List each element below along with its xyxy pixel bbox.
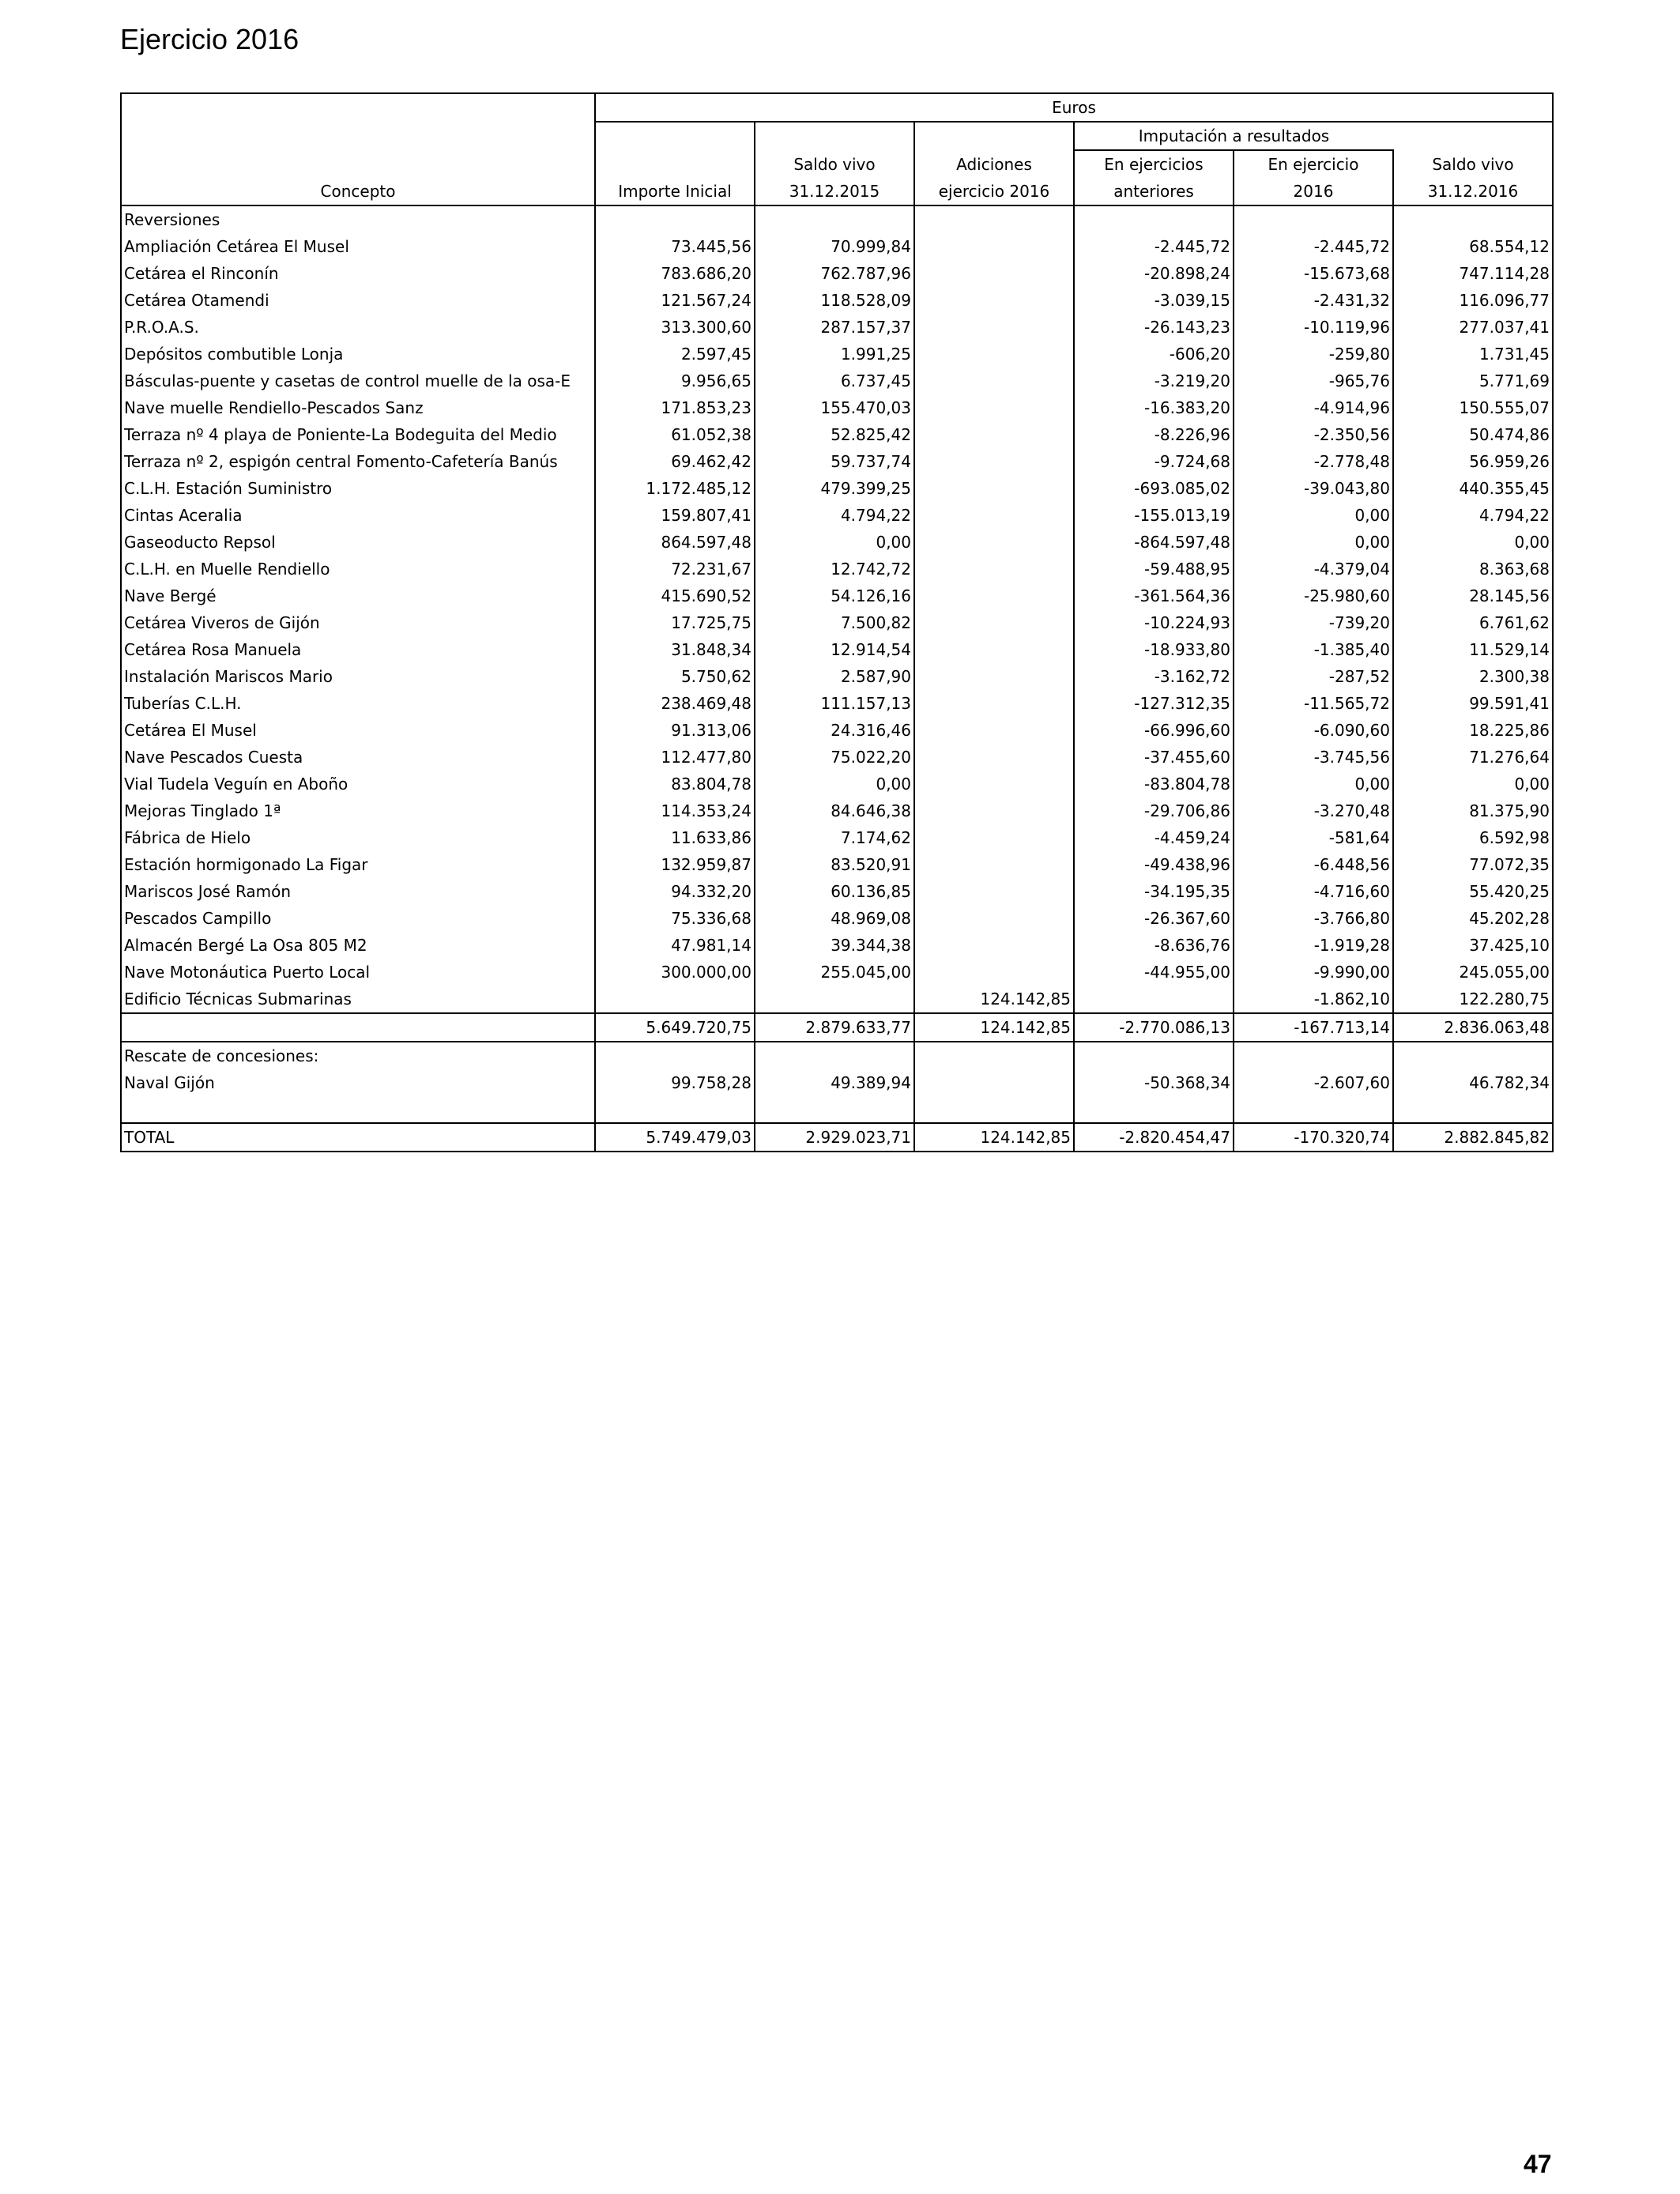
row-value: -2.770.086,13 <box>1074 1013 1234 1042</box>
row-value: 4.794,22 <box>1393 502 1553 529</box>
row-value: -26.367,60 <box>1074 905 1234 932</box>
row-value: -6.448,56 <box>1234 851 1393 878</box>
table-row <box>121 314 1553 341</box>
row-value <box>914 959 1074 986</box>
table-row <box>121 260 1553 287</box>
row-label: Estación hormigonado La Figar <box>121 851 595 878</box>
table-row <box>121 690 1553 717</box>
row-value: 118.528,09 <box>755 287 914 314</box>
row-value: 5.649.720,75 <box>595 1013 755 1042</box>
row-label: Tuberías C.L.H. <box>121 690 595 717</box>
row-value <box>914 797 1074 824</box>
column-header-saldo-2016-line1: Saldo vivo <box>1393 150 1553 178</box>
row-value: 99.758,28 <box>595 1069 755 1096</box>
row-value: 171.853,23 <box>595 394 755 421</box>
row-value: -18.933,80 <box>1074 636 1234 663</box>
row-value: -26.143,23 <box>1074 314 1234 341</box>
row-value <box>914 878 1074 905</box>
table-row <box>121 582 1553 609</box>
row-value: 747.114,28 <box>1393 260 1553 287</box>
row-value: 7.500,82 <box>755 609 914 636</box>
row-value <box>914 636 1074 663</box>
row-value <box>914 502 1074 529</box>
row-value: -167.713,14 <box>1234 1013 1393 1042</box>
row-value <box>595 1096 755 1123</box>
row-value: -9.990,00 <box>1234 959 1393 986</box>
row-value: -287,52 <box>1234 663 1393 690</box>
row-value: 17.725,75 <box>595 609 755 636</box>
row-value: -2.350,56 <box>1234 421 1393 448</box>
row-value: 0,00 <box>1234 771 1393 797</box>
row-value: 0,00 <box>1393 529 1553 556</box>
row-value: 91.313,06 <box>595 717 755 744</box>
row-value: -6.090,60 <box>1234 717 1393 744</box>
row-label: Mariscos José Ramón <box>121 878 595 905</box>
row-value: -606,20 <box>1074 341 1234 368</box>
row-label: Nave muelle Rendiello-Pescados Sanz <box>121 394 595 421</box>
table-row <box>121 529 1553 556</box>
row-value: 155.470,03 <box>755 394 914 421</box>
row-value: 71.276,64 <box>1393 744 1553 771</box>
table-row <box>121 341 1553 368</box>
row-value: 68.554,12 <box>1393 233 1553 260</box>
row-value <box>914 368 1074 394</box>
row-label: Nave Pescados Cuesta <box>121 744 595 771</box>
section-label-reversiones: Reversiones <box>121 205 595 233</box>
row-value: -361.564,36 <box>1074 582 1234 609</box>
row-value: 75.022,20 <box>755 744 914 771</box>
row-value: -581,64 <box>1234 824 1393 851</box>
row-value <box>914 663 1074 690</box>
row-value: 2.879.633,77 <box>755 1013 914 1042</box>
row-value: -44.955,00 <box>1074 959 1234 986</box>
row-value: -693.085,02 <box>1074 475 1234 502</box>
row-value <box>1074 1042 1234 1069</box>
row-value: -11.565,72 <box>1234 690 1393 717</box>
row-label: P.R.O.A.S. <box>121 314 595 341</box>
row-value: 864.597,48 <box>595 529 755 556</box>
column-header-importe-inicial: Importe Inicial <box>595 178 755 205</box>
row-value: 300.000,00 <box>595 959 755 986</box>
group-header-euros: Euros <box>595 93 1553 122</box>
row-value: -965,76 <box>1234 368 1393 394</box>
row-label: Cetárea Otamendi <box>121 287 595 314</box>
row-value: 7.174,62 <box>755 824 914 851</box>
row-value: -3.039,15 <box>1074 287 1234 314</box>
row-label: TOTAL <box>121 1123 595 1152</box>
row-value <box>914 771 1074 797</box>
row-value <box>914 824 1074 851</box>
row-value: 6.592,98 <box>1393 824 1553 851</box>
row-value: 112.477,80 <box>595 744 755 771</box>
table-row <box>121 851 1553 878</box>
row-value <box>1074 1096 1234 1123</box>
row-value <box>914 529 1074 556</box>
table-row <box>121 233 1553 260</box>
row-value: 762.787,96 <box>755 260 914 287</box>
row-label: Cetárea Rosa Manuela <box>121 636 595 663</box>
row-value: 124.142,85 <box>914 986 1074 1013</box>
table-row <box>121 475 1553 502</box>
table-row <box>121 905 1553 932</box>
row-value <box>914 690 1074 717</box>
row-value: 12.914,54 <box>755 636 914 663</box>
row-value: 132.959,87 <box>595 851 755 878</box>
row-value: -39.043,80 <box>1234 475 1393 502</box>
row-value: -66.996,60 <box>1074 717 1234 744</box>
row-value: 415.690,52 <box>595 582 755 609</box>
row-value: 49.389,94 <box>755 1069 914 1096</box>
row-label: Nave Bergé <box>121 582 595 609</box>
row-value <box>914 1096 1074 1123</box>
row-label: Fábrica de Hielo <box>121 824 595 851</box>
row-label: Cetárea Viveros de Gijón <box>121 609 595 636</box>
row-value: 46.782,34 <box>1393 1069 1553 1096</box>
row-value <box>914 341 1074 368</box>
row-value <box>914 287 1074 314</box>
row-value: 81.375,90 <box>1393 797 1553 824</box>
table-row <box>121 824 1553 851</box>
row-value <box>595 986 755 1013</box>
table-row <box>121 502 1553 529</box>
row-value <box>914 717 1074 744</box>
row-value: 59.737,74 <box>755 448 914 475</box>
column-header-concepto: Concepto <box>121 93 595 205</box>
row-value <box>914 609 1074 636</box>
row-label: Gaseoducto Repsol <box>121 529 595 556</box>
row-value: 8.363,68 <box>1393 556 1553 582</box>
row-label: Vial Tudela Veguín en Aboño <box>121 771 595 797</box>
row-value: 18.225,86 <box>1393 717 1553 744</box>
row-value: -170.320,74 <box>1234 1123 1393 1152</box>
row-value <box>914 448 1074 475</box>
row-value: -155.013,19 <box>1074 502 1234 529</box>
table-row <box>121 717 1553 744</box>
row-value <box>914 582 1074 609</box>
row-label: Terraza nº 2, espigón central Fomento-Cafetería Banús <box>121 448 595 475</box>
row-value: 2.836.063,48 <box>1393 1013 1553 1042</box>
row-label: Depósitos combutible Lonja <box>121 341 595 368</box>
column-header-saldo-2015-line2: 31.12.2015 <box>755 178 914 205</box>
row-value: 11.529,14 <box>1393 636 1553 663</box>
table-row <box>121 771 1553 797</box>
row-label: Mejoras Tinglado 1ª <box>121 797 595 824</box>
row-value: 0,00 <box>1234 502 1393 529</box>
row-value: -2.778,48 <box>1234 448 1393 475</box>
table-row <box>121 797 1553 824</box>
row-value: -9.724,68 <box>1074 448 1234 475</box>
table-row <box>121 1069 1553 1096</box>
row-value <box>1074 986 1234 1013</box>
row-value: 440.355,45 <box>1393 475 1553 502</box>
row-value: -1.919,28 <box>1234 932 1393 959</box>
row-value: 12.742,72 <box>755 556 914 582</box>
row-value: -3.270,48 <box>1234 797 1393 824</box>
row-label: Rescate de concesiones: <box>121 1042 595 1069</box>
row-value: 2.300,38 <box>1393 663 1553 690</box>
row-value: -4.379,04 <box>1234 556 1393 582</box>
table-row <box>121 636 1553 663</box>
row-value: 2.587,90 <box>755 663 914 690</box>
row-value <box>914 905 1074 932</box>
row-value: -3.766,80 <box>1234 905 1393 932</box>
row-value: 9.956,65 <box>595 368 755 394</box>
row-value <box>914 556 1074 582</box>
row-label: C.L.H. Estación Suministro <box>121 475 595 502</box>
row-value: -739,20 <box>1234 609 1393 636</box>
row-value: -864.597,48 <box>1074 529 1234 556</box>
row-value: -4.459,24 <box>1074 824 1234 851</box>
row-value: -4.914,96 <box>1234 394 1393 421</box>
row-value: -59.488,95 <box>1074 556 1234 582</box>
table-row <box>121 556 1553 582</box>
table-row <box>121 878 1553 905</box>
row-label <box>121 1013 595 1042</box>
table-row <box>121 448 1553 475</box>
row-value: -2.431,32 <box>1234 287 1393 314</box>
row-value <box>755 1096 914 1123</box>
row-value: 6.761,62 <box>1393 609 1553 636</box>
column-header-ej-anteriores-line2: anteriores <box>1074 178 1234 205</box>
row-value: 1.172.485,12 <box>595 475 755 502</box>
row-value: -3.745,56 <box>1234 744 1393 771</box>
column-header-ej-2016-line1: En ejercicio <box>1234 150 1393 178</box>
total-row <box>121 1123 1553 1152</box>
row-value: 72.231,67 <box>595 556 755 582</box>
row-value: -34.195,35 <box>1074 878 1234 905</box>
row-value <box>914 394 1074 421</box>
row-value <box>914 314 1074 341</box>
row-value: 313.300,60 <box>595 314 755 341</box>
financial-table <box>120 92 1554 1152</box>
row-value: -37.455,60 <box>1074 744 1234 771</box>
row-value: 54.126,16 <box>755 582 914 609</box>
row-value: 2.929.023,71 <box>755 1123 914 1152</box>
blank-row <box>121 1096 1553 1123</box>
row-value: 5.771,69 <box>1393 368 1553 394</box>
row-value <box>1393 1096 1553 1123</box>
row-value: 287.157,37 <box>755 314 914 341</box>
row-label: Terraza nº 4 playa de Poniente-La Bodeguita del Medio <box>121 421 595 448</box>
column-header-saldo-2016-line2: 31.12.2016 <box>1393 178 1553 205</box>
row-value: 245.055,00 <box>1393 959 1553 986</box>
row-value: 24.316,46 <box>755 717 914 744</box>
row-value: 1.731,45 <box>1393 341 1553 368</box>
row-value: 159.807,41 <box>595 502 755 529</box>
column-header-ej-anteriores-line1: En ejercicios <box>1074 150 1234 178</box>
row-label: Básculas-puente y casetas de control muelle de la osa-E <box>121 368 595 394</box>
row-value: 39.344,38 <box>755 932 914 959</box>
row-value: -83.804,78 <box>1074 771 1234 797</box>
page-title: Ejercicio 2016 <box>120 23 299 55</box>
row-value: 50.474,86 <box>1393 421 1553 448</box>
table-row <box>121 368 1553 394</box>
row-value: -29.706,86 <box>1074 797 1234 824</box>
column-header-adiciones-line2: ejercicio 2016 <box>914 178 1074 205</box>
row-value: 4.794,22 <box>755 502 914 529</box>
row-value: 31.848,34 <box>595 636 755 663</box>
row-value <box>755 986 914 1013</box>
row-value: 0,00 <box>1393 771 1553 797</box>
table-row <box>121 932 1553 959</box>
row-value: -3.219,20 <box>1074 368 1234 394</box>
row-value: 111.157,13 <box>755 690 914 717</box>
row-value: -20.898,24 <box>1074 260 1234 287</box>
row-value <box>914 421 1074 448</box>
row-value: 70.999,84 <box>755 233 914 260</box>
row-value: 94.332,20 <box>595 878 755 905</box>
row-value: -2.820.454,47 <box>1074 1123 1234 1152</box>
table-row <box>121 959 1553 986</box>
row-value: -15.673,68 <box>1234 260 1393 287</box>
row-label: Ampliación Cetárea El Musel <box>121 233 595 260</box>
row-value: 255.045,00 <box>755 959 914 986</box>
row-value <box>914 932 1074 959</box>
row-value <box>595 1042 755 1069</box>
column-header-adiciones-line1: Adiciones <box>914 150 1074 178</box>
row-value: 124.142,85 <box>914 1013 1074 1042</box>
row-label: Cintas Aceralia <box>121 502 595 529</box>
row-value: 56.959,26 <box>1393 448 1553 475</box>
row-value: -2.607,60 <box>1234 1069 1393 1096</box>
row-value: -8.226,96 <box>1074 421 1234 448</box>
row-value: -8.636,76 <box>1074 932 1234 959</box>
row-value <box>755 1042 914 1069</box>
row-value: -1.862,10 <box>1234 986 1393 1013</box>
row-value: 5.749.479,03 <box>595 1123 755 1152</box>
row-value: 114.353,24 <box>595 797 755 824</box>
row-value <box>914 233 1074 260</box>
row-value: 73.445,56 <box>595 233 755 260</box>
row-value: 37.425,10 <box>1393 932 1553 959</box>
row-value: 77.072,35 <box>1393 851 1553 878</box>
row-value <box>1234 1096 1393 1123</box>
row-value: 75.336,68 <box>595 905 755 932</box>
row-value: 45.202,28 <box>1393 905 1553 932</box>
row-value: -25.980,60 <box>1234 582 1393 609</box>
row-value: 6.737,45 <box>755 368 914 394</box>
row-value: 2.597,45 <box>595 341 755 368</box>
row-value: 61.052,38 <box>595 421 755 448</box>
row-value: -3.162,72 <box>1074 663 1234 690</box>
row-value: 2.882.845,82 <box>1393 1123 1553 1152</box>
row-value: 0,00 <box>1234 529 1393 556</box>
table-row <box>121 744 1553 771</box>
column-header-ej-2016-line2: 2016 <box>1234 178 1393 205</box>
row-value: -2.445,72 <box>1234 233 1393 260</box>
row-value: 1.991,25 <box>755 341 914 368</box>
row-value: -10.119,96 <box>1234 314 1393 341</box>
row-value: 28.145,56 <box>1393 582 1553 609</box>
row-label: Pescados Campillo <box>121 905 595 932</box>
table-row <box>121 609 1553 636</box>
row-value <box>914 475 1074 502</box>
row-label: Almacén Bergé La Osa 805 M2 <box>121 932 595 959</box>
row-value: 52.825,42 <box>755 421 914 448</box>
page-number: 47 <box>1524 2150 1552 2178</box>
row-label: Edificio Técnicas Submarinas <box>121 986 595 1013</box>
row-value <box>914 260 1074 287</box>
sub-group-header-imputacion: Imputación a resultados <box>1074 122 1393 150</box>
row-value: -49.438,96 <box>1074 851 1234 878</box>
row-label: Naval Gijón <box>121 1069 595 1096</box>
row-value: 5.750,62 <box>595 663 755 690</box>
row-value <box>914 1042 1074 1069</box>
row-label: Cetárea el Rinconín <box>121 260 595 287</box>
row-label: Cetárea El Musel <box>121 717 595 744</box>
row-value: 0,00 <box>755 771 914 797</box>
subtotal-row <box>121 1013 1553 1042</box>
row-value: 83.804,78 <box>595 771 755 797</box>
row-value: -50.368,34 <box>1074 1069 1234 1096</box>
row-value: 84.646,38 <box>755 797 914 824</box>
row-value <box>914 1069 1074 1096</box>
row-value: -259,80 <box>1234 341 1393 368</box>
row-value: 238.469,48 <box>595 690 755 717</box>
table-row <box>121 394 1553 421</box>
row-value: 277.037,41 <box>1393 314 1553 341</box>
row-value: 124.142,85 <box>914 1123 1074 1152</box>
row-value: 60.136,85 <box>755 878 914 905</box>
row-value: -16.383,20 <box>1074 394 1234 421</box>
row-label: Nave Motonáutica Puerto Local <box>121 959 595 986</box>
row-value: 121.567,24 <box>595 287 755 314</box>
row-value: 783.686,20 <box>595 260 755 287</box>
row-label: Instalación Mariscos Mario <box>121 663 595 690</box>
row-label: C.L.H. en Muelle Rendiello <box>121 556 595 582</box>
row-value: -2.445,72 <box>1074 233 1234 260</box>
row-value: -127.312,35 <box>1074 690 1234 717</box>
section-label-rescate <box>121 1042 1553 1069</box>
row-value: 11.633,86 <box>595 824 755 851</box>
row-value <box>1234 1042 1393 1069</box>
row-value: -10.224,93 <box>1074 609 1234 636</box>
table-row <box>121 986 1553 1013</box>
row-value: 0,00 <box>755 529 914 556</box>
row-value: 99.591,41 <box>1393 690 1553 717</box>
row-value: 479.399,25 <box>755 475 914 502</box>
row-label <box>121 1096 595 1123</box>
table-row <box>121 421 1553 448</box>
row-value: 116.096,77 <box>1393 287 1553 314</box>
row-value: -4.716,60 <box>1234 878 1393 905</box>
row-value: 150.555,07 <box>1393 394 1553 421</box>
column-header-saldo-2015-line1: Saldo vivo <box>755 150 914 178</box>
row-value: -1.385,40 <box>1234 636 1393 663</box>
row-value: 69.462,42 <box>595 448 755 475</box>
row-value: 122.280,75 <box>1393 986 1553 1013</box>
row-value: 83.520,91 <box>755 851 914 878</box>
row-value: 48.969,08 <box>755 905 914 932</box>
row-value <box>914 744 1074 771</box>
row-value: 47.981,14 <box>595 932 755 959</box>
table-row <box>121 663 1553 690</box>
row-value <box>1393 1042 1553 1069</box>
row-value <box>914 851 1074 878</box>
table-row <box>121 287 1553 314</box>
row-value: 55.420,25 <box>1393 878 1553 905</box>
